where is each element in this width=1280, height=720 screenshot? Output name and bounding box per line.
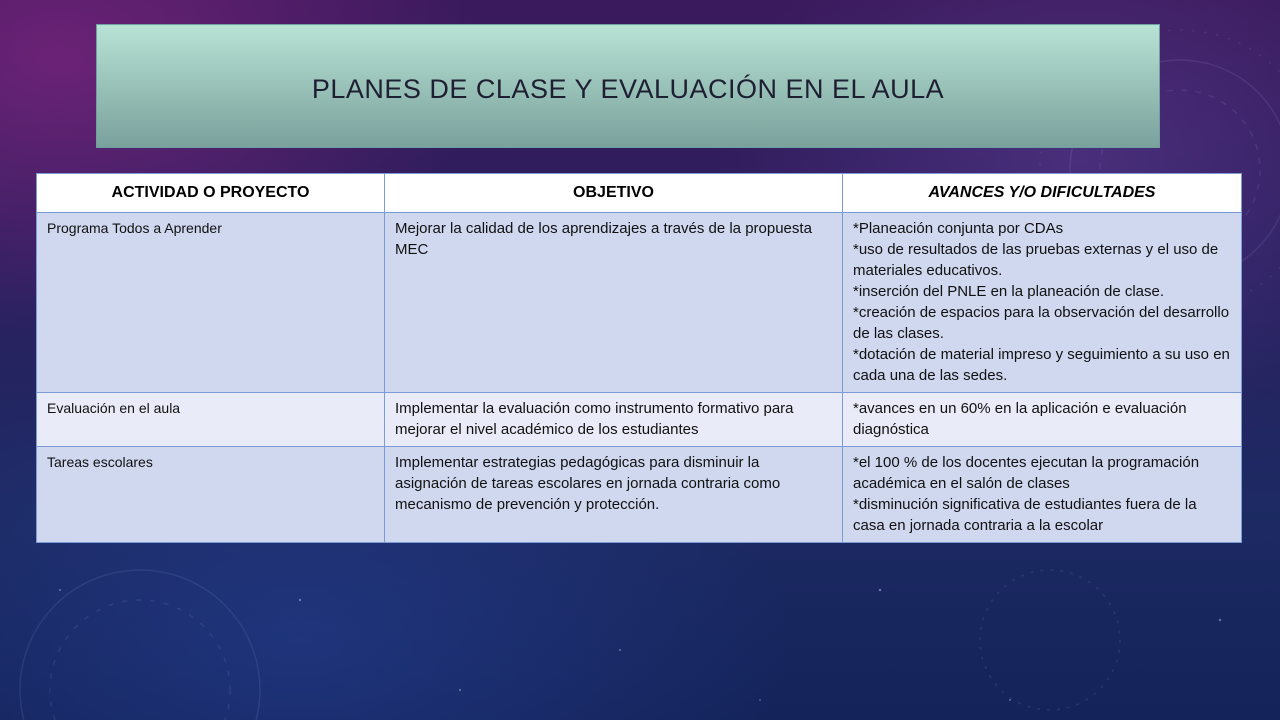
- progress-item: *avances en un 60% en la aplicación e evaluación diagnóstica: [853, 400, 1187, 438]
- table-row: [37, 447, 1242, 543]
- header-objective: OBJETIVO: [385, 174, 843, 213]
- objective-cell: Implementar estrategias pedagógicas para disminuir la asignación de tareas escolares en jornada contraria como mecanismo de prevención y protección.: [385, 447, 843, 543]
- activity-cell: Programa Todos a Aprender: [37, 213, 385, 393]
- table-row: [37, 393, 1242, 447]
- header-activity: ACTIVIDAD O PROYECTO: [37, 174, 385, 213]
- progress-item: *dotación de material impreso y seguimiento a su uso en cada una de las sedes.: [853, 346, 1230, 384]
- progress-cell: [843, 393, 1242, 447]
- progress-item: *inserción del PNLE en la planeación de clase.: [853, 283, 1165, 300]
- progress-item: *disminución significativa de estudiantes fuera de la casa en jornada contraria a la escolar: [853, 496, 1197, 534]
- activity-cell: Tareas escolares: [37, 447, 385, 543]
- plans-table-container: [36, 173, 1241, 543]
- progress-cell: [843, 213, 1242, 393]
- progress-item: *Planeación conjunta por CDAs: [853, 220, 1064, 237]
- table-row: [37, 213, 1242, 393]
- progress-item: *creación de espacios para la observación del desarrollo de las clases.: [853, 304, 1230, 342]
- title-banner: [96, 24, 1160, 148]
- table-header-row: [37, 174, 1242, 213]
- objective-cell: Implementar la evaluación como instrumento formativo para mejorar el nivel académico de los estudiantes: [385, 393, 843, 447]
- plans-table: [36, 173, 1242, 543]
- activity-cell: Evaluación en el aula: [37, 393, 385, 447]
- header-progress: AVANCES Y/O DIFICULTADES: [843, 174, 1242, 213]
- progress-cell: [843, 447, 1242, 543]
- slide-title: PLANES DE CLASE Y EVALUACIÓN EN EL AULA: [311, 73, 945, 104]
- objective-cell: Mejorar la calidad de los aprendizajes a través de la propuesta MEC: [385, 213, 843, 393]
- progress-item: *el 100 % de los docentes ejecutan la programación académica en el salón de clases: [853, 454, 1200, 492]
- progress-item: *uso de resultados de las pruebas externas y el uso de materiales educativos.: [853, 241, 1219, 279]
